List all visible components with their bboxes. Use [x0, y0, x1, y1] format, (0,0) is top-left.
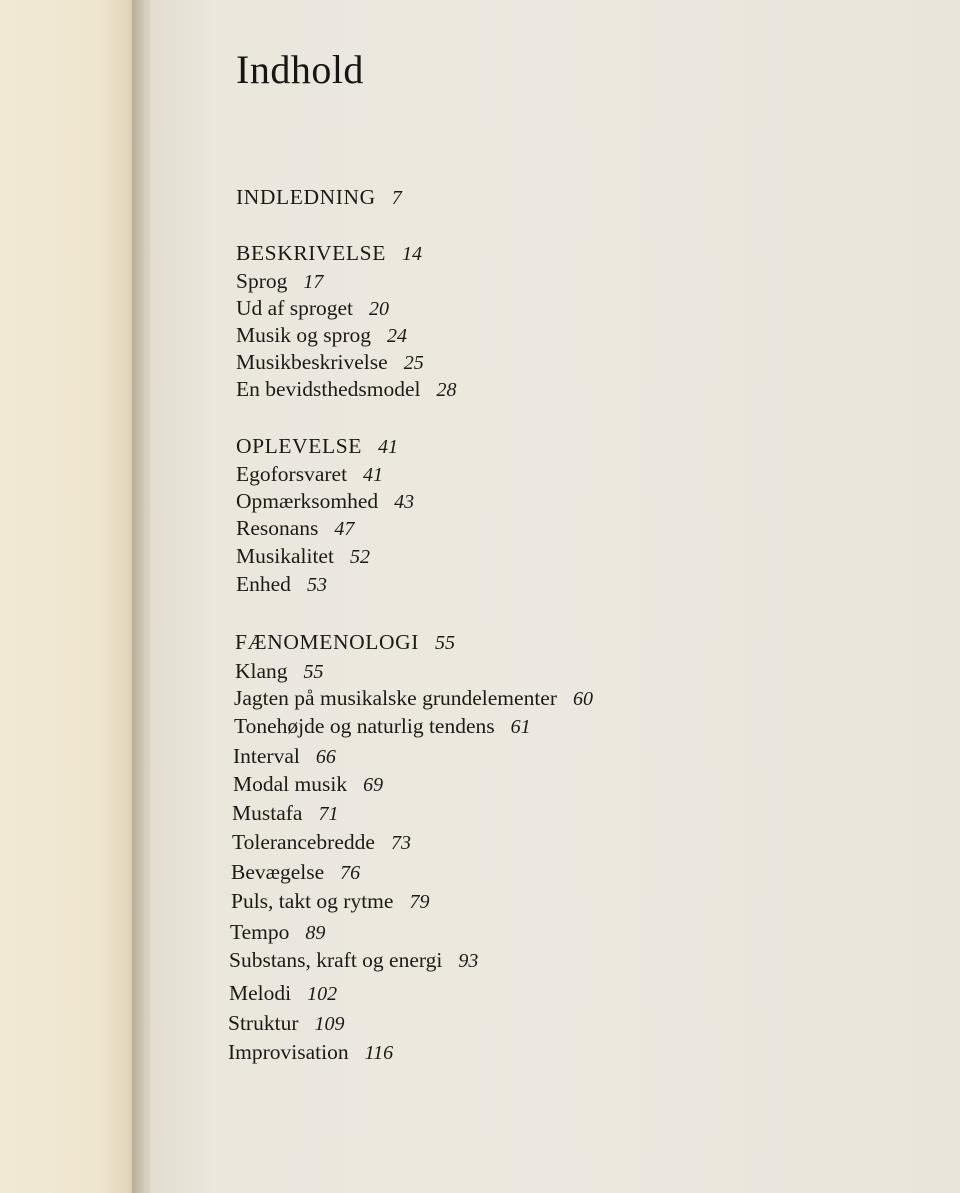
- toc-section-heading: [235, 632, 455, 654]
- toc-label: Puls, takt og rytme: [231, 889, 394, 913]
- toc-item: [236, 298, 389, 320]
- toc-label: Tempo: [230, 920, 290, 944]
- toc-label: Egoforsvaret: [236, 462, 348, 486]
- toc-page-number: 60: [573, 688, 593, 710]
- toc-item: [236, 352, 424, 374]
- toc-page-number: 20: [369, 298, 390, 320]
- toc-page-number: 55: [434, 632, 455, 654]
- toc-label: Musikbeskrivelse: [236, 350, 388, 374]
- toc-item: [236, 546, 370, 568]
- toc-page-number: 61: [510, 716, 531, 738]
- toc-page-number: 93: [458, 950, 479, 972]
- toc-label: Bevægelse: [231, 860, 325, 884]
- toc-page-number: 25: [403, 352, 424, 374]
- toc-section-heading: [236, 436, 398, 458]
- toc-item: [235, 661, 324, 683]
- toc-label: Klang: [235, 659, 288, 683]
- toc-item: [236, 491, 414, 513]
- toc-label: Interval: [233, 744, 300, 768]
- toc-item: [233, 746, 336, 768]
- toc-page-number: 109: [314, 1013, 345, 1035]
- toc-item: [229, 983, 337, 1005]
- toc-label: INDLEDNING: [236, 185, 376, 209]
- toc-item: [229, 950, 478, 972]
- toc-item: [236, 518, 354, 540]
- toc-item: [236, 464, 383, 486]
- toc-page-number: 41: [363, 464, 384, 486]
- toc-item: [234, 716, 531, 738]
- toc-item: [236, 574, 327, 596]
- toc-item: [233, 774, 383, 796]
- toc-page-number: 71: [318, 803, 339, 825]
- toc-item: [234, 688, 593, 710]
- toc-page-number: 53: [306, 574, 327, 596]
- toc-item: [232, 832, 411, 854]
- toc-label: Sprog: [236, 269, 288, 293]
- toc-label: Ud af sproget: [236, 296, 354, 320]
- toc-item: [231, 862, 360, 884]
- toc-label: BESKRIVELSE: [236, 241, 386, 265]
- toc-label: Melodi: [229, 981, 292, 1005]
- toc-label: Musikalitet: [236, 544, 334, 568]
- toc-item: [228, 1013, 344, 1035]
- toc-label: OPLEVELSE: [236, 434, 363, 458]
- toc-label: Mustafa: [232, 801, 303, 825]
- toc-section-heading: [236, 243, 422, 265]
- toc-label: En bevidsthedsmodel: [236, 377, 421, 401]
- toc-page-number: 89: [305, 922, 326, 944]
- toc-label: Modal musik: [233, 772, 348, 796]
- toc-page-number: 55: [303, 661, 324, 683]
- toc-item: [236, 379, 457, 401]
- toc-page-number: 66: [315, 746, 336, 768]
- toc-page-number: 17: [303, 271, 324, 293]
- toc-page-number: 41: [378, 436, 399, 458]
- toc-page-number: 47: [334, 518, 355, 540]
- toc-item: [236, 271, 323, 293]
- toc-label: Tonehøjde og naturlig tendens: [234, 714, 495, 738]
- toc-page-number: 7: [391, 187, 402, 209]
- toc-item: [232, 803, 338, 825]
- toc-label: Struktur: [228, 1011, 299, 1035]
- toc-label: Tolerancebredde: [232, 830, 375, 854]
- toc-intro: [236, 187, 402, 209]
- toc-label: Improvisation: [228, 1040, 349, 1064]
- toc-page-number: 43: [394, 491, 415, 513]
- toc-page-number: 76: [340, 862, 361, 884]
- toc-item: [236, 325, 407, 347]
- toc-page-number: 14: [401, 243, 422, 265]
- toc-page-number: 24: [386, 325, 407, 347]
- toc-item: [230, 922, 325, 944]
- toc-label: FÆNOMENOLOGI: [235, 630, 419, 654]
- toc-item: [231, 891, 429, 913]
- page-title: Indhold: [236, 47, 364, 92]
- toc-label: Opmærksomhed: [236, 489, 379, 513]
- toc-page-number: 116: [364, 1042, 394, 1064]
- toc-page-number: 69: [363, 774, 384, 796]
- toc-page-number: 28: [436, 379, 457, 401]
- toc-item: [228, 1042, 393, 1064]
- toc-page-number: 52: [349, 546, 370, 568]
- toc-page-number: 79: [409, 891, 430, 913]
- toc-page-number: 73: [390, 832, 411, 854]
- toc-label: Enhed: [236, 572, 291, 596]
- toc-page-number: 102: [307, 983, 338, 1005]
- toc-label: Musik og sprog: [236, 323, 371, 347]
- left-page: [0, 0, 138, 1193]
- toc-label: Jagten på musikalske grundelementer: [234, 686, 557, 710]
- toc-label: Substans, kraft og energi: [229, 948, 443, 972]
- toc-label: Resonans: [236, 516, 319, 540]
